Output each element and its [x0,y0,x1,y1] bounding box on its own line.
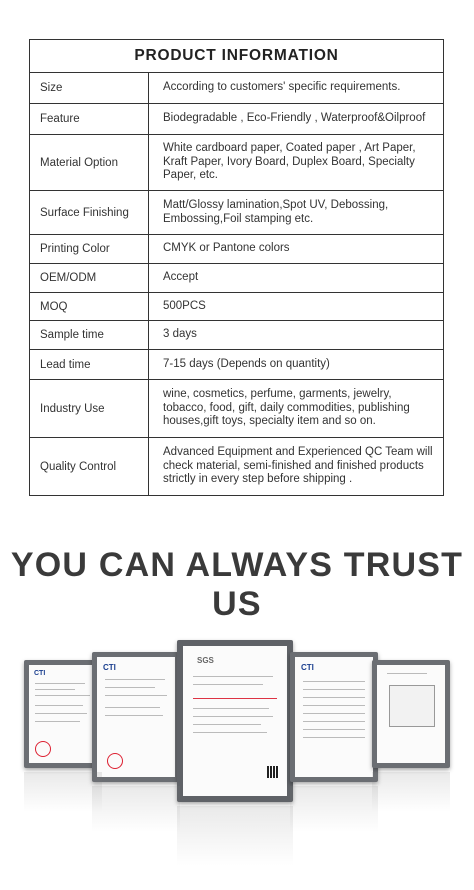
certificate-sheet [183,646,287,796]
text-line [105,695,167,696]
row-label: Sample time [30,321,149,349]
text-line [193,732,267,733]
text-line [303,697,365,698]
frame-reflection [92,786,180,832]
row-value: 3 days [163,328,197,341]
row-value: White cardboard paper, Coated paper , Art Paper, Kraft Paper, Ivory Board, Duplex Board, Specialty Paper, etc. [163,142,416,182]
certificate-frame [372,660,450,768]
row-label: OEM/ODM [30,264,149,292]
row-value: 7-15 days (Depends on quantity) [163,357,330,370]
text-line [35,713,87,714]
text-line [303,729,365,730]
text-line [303,681,365,682]
text-line [193,676,273,677]
row-value: Matt/Glossy lamination,Spot UV, Debossing, Embossing,Foil stamping etc. [163,198,389,225]
row-label: Lead time [30,350,149,379]
frame-reflection [177,806,293,866]
row-value: Biodegradable , Eco-Friendly , Waterproof&Oilproof [163,112,426,125]
text-line [193,724,261,725]
text-line [303,737,365,738]
frame-reflection [372,772,450,812]
table-row [30,264,443,293]
table-row [30,104,443,135]
frame-reflection [290,786,378,832]
table-row [30,380,443,438]
trust-headline: YOU CAN ALWAYS TRUST US [10,546,464,623]
cti-logo: CTI [34,670,46,677]
row-value: 500PCS [163,299,206,312]
text-line [105,707,160,708]
sgs-logo: SGS [197,656,214,665]
certificate-sheet [97,657,175,777]
row-value: wine, cosmetics, perfume, garments, jewelry, tobacco, food, gift, daily commodities, publishing houses,gift toys, specialty item and so on. [163,388,410,428]
row-label: Size [30,73,149,103]
row-label: Material Option [30,135,149,190]
table-row [30,293,443,321]
qr-code-icon [267,766,279,778]
table-row [30,135,443,191]
frame-reflection [24,772,102,812]
row-value: Accept [163,271,199,284]
highlight-line [193,698,277,699]
product-information-table [29,39,444,496]
text-line [105,715,163,716]
certificate-frame [92,652,180,782]
text-line [303,689,365,690]
cti-logo: CTI [103,663,116,672]
table-row [30,438,443,495]
stamp-seal [35,741,51,757]
table-title: PRODUCT INFORMATION [30,40,443,73]
row-value: According to customers' specific requirements. [163,81,401,94]
certificate-frame [24,660,102,768]
certificate-sheet [29,665,97,763]
sample-photo [389,685,435,727]
certificate-frame [290,652,378,782]
certificate-sheet [377,665,445,763]
text-line [35,689,75,690]
certificate-sheet [295,657,373,777]
text-line [193,716,273,717]
text-line [35,705,83,706]
text-line [105,687,155,688]
table-row [30,73,443,104]
text-line [303,705,365,706]
table-row [30,321,443,350]
row-label: Feature [30,104,149,134]
text-line [35,721,80,722]
text-line [193,684,263,685]
text-line [35,695,90,696]
row-label: MOQ [30,293,149,320]
row-label: Printing Color [30,235,149,263]
cti-logo: CTI [301,663,314,672]
text-line [303,721,365,722]
text-line [35,683,85,684]
text-line [303,713,365,714]
row-label: Industry Use [30,380,149,437]
table-row [30,235,443,264]
certificate-frame [177,640,293,802]
row-value: CMYK or Pantone colors [163,242,290,255]
row-value: Advanced Equipment and Experienced QC Team will check material, semi-finished and finished products strictly in every step before shipping . [163,446,433,486]
table-row [30,191,443,235]
text-line [387,673,427,674]
row-label: Surface Finishing [30,191,149,234]
row-label: Quality Control [30,438,149,495]
text-line [105,679,165,680]
stamp-seal [107,753,123,769]
table-row [30,350,443,380]
certificates-gallery [0,630,474,890]
text-line [193,708,269,709]
